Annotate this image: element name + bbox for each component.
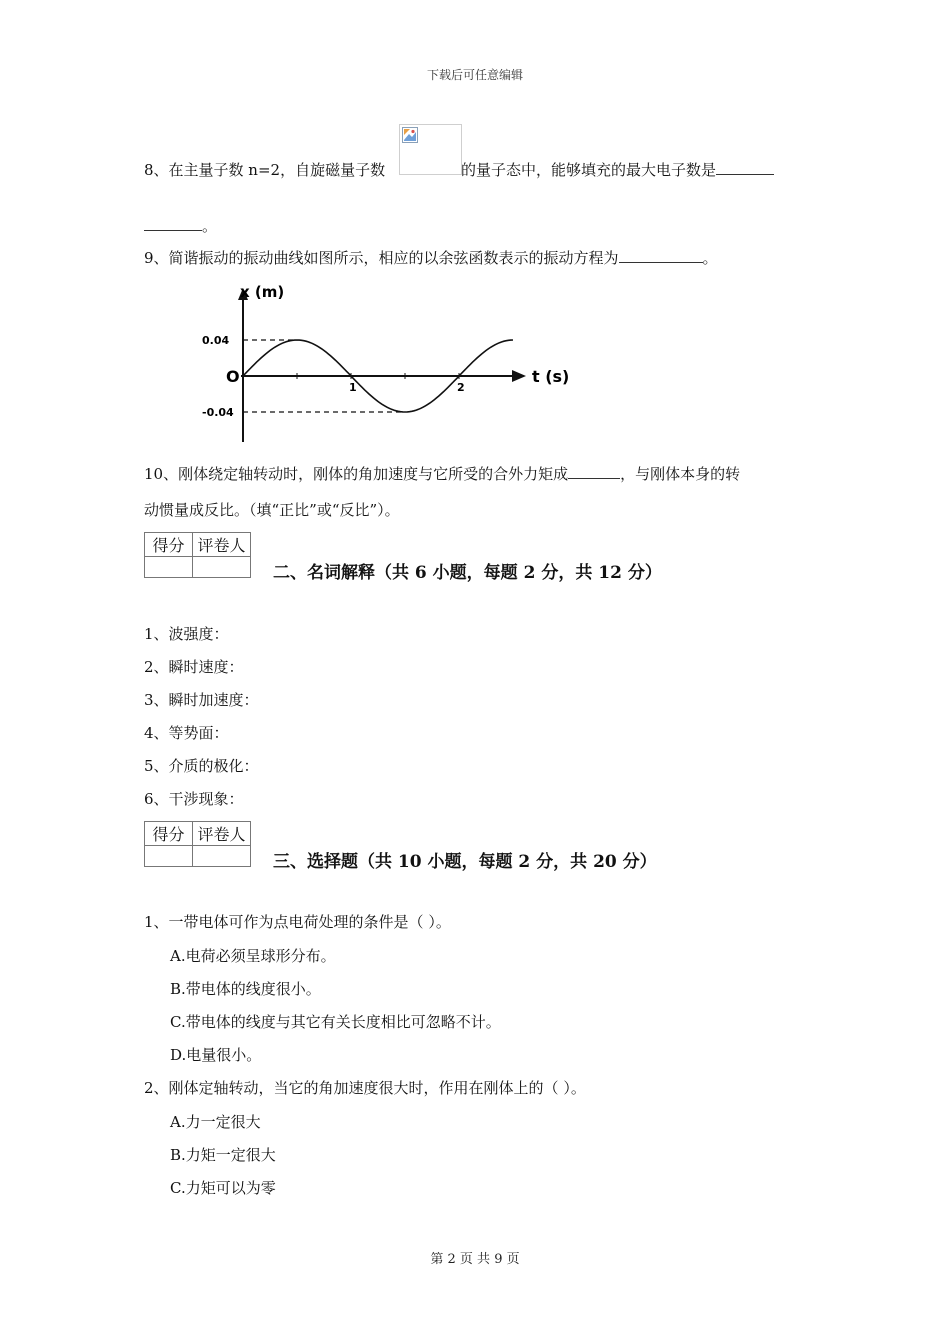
question-9: [144, 248, 718, 268]
choice-option[interactable]: D.电量很小。: [170, 1046, 262, 1064]
answer-blank[interactable]: [716, 160, 774, 175]
section-3-title: 三、选择题（共 10 小题，每题 2 分，共 20 分）: [273, 852, 657, 872]
term-item: 2、瞬时速度：: [144, 658, 244, 676]
grader-cell[interactable]: [193, 557, 251, 578]
image-placeholder-icon: [402, 127, 418, 143]
y-tick-label: 0.04: [202, 334, 230, 347]
question-8-line1-cont: [461, 160, 774, 180]
page-header: 下载后可任意编辑: [426, 68, 523, 82]
y-axis-label: x (m): [240, 283, 285, 301]
vibration-curve-chart: [196, 280, 596, 448]
question-8-text-c: 。: [202, 217, 218, 235]
answer-blank[interactable]: [144, 216, 202, 231]
question-9-text: 9、简谐振动的振动曲线如图所示，相应的以余弦函数表示的振动方程为: [144, 249, 619, 267]
choice-option[interactable]: B.带电体的线度很小。: [170, 980, 321, 998]
score-table: [144, 821, 251, 867]
x-axis-arrow: [512, 370, 526, 382]
section-2-title: 二、名词解释（共 6 小题，每题 2 分，共 12 分）: [273, 563, 662, 583]
question-9-end: 。: [702, 249, 718, 267]
score-cell[interactable]: [145, 557, 193, 578]
x-tick-label: 2: [457, 381, 465, 394]
question-10-text-a: 10、刚体绕定轴转动时，刚体的角加速度与它所受的合外力矩成: [144, 465, 569, 483]
page-footer: 第 2 页 共 9 页: [430, 1252, 520, 1267]
y-tick-label: -0.04: [202, 406, 234, 419]
choice-option[interactable]: B.力矩一定很大: [170, 1146, 276, 1164]
term-item: 6、干涉现象：: [144, 790, 244, 808]
question-10-line2: 动惯量成反比。（填“正比”或“反比”）。: [144, 501, 400, 519]
term-item: 1、波强度：: [144, 625, 229, 643]
choice-question-1-stem: 1、一带电体可作为点电荷处理的条件是（ ）。: [144, 913, 451, 931]
score-cell[interactable]: [145, 846, 193, 867]
x-axis-label: t (s): [532, 367, 570, 386]
term-item: 3、瞬时加速度：: [144, 691, 259, 709]
question-8-line1: [144, 160, 385, 180]
term-item: 4、等势面：: [144, 724, 229, 742]
choice-question-2-stem: 2、刚体定轴转动，当它的角加速度很大时，作用在刚体上的（ ）。: [144, 1079, 586, 1097]
x-tick-label: 1: [349, 381, 357, 394]
question-8-text-a: 8、在主量子数 n=2，自旋磁量子数: [144, 161, 386, 179]
score-table: [144, 532, 251, 578]
grader-header: 评卷人: [193, 533, 251, 557]
answer-blank[interactable]: [568, 464, 620, 479]
origin-label: O: [226, 367, 240, 386]
score-header: 得分: [145, 822, 193, 846]
score-header: 得分: [145, 533, 193, 557]
choice-option[interactable]: A.力一定很大: [170, 1113, 261, 1131]
question-10-text-b: ，与刚体本身的转: [620, 465, 741, 483]
question-10-line1: [144, 464, 740, 484]
grader-cell[interactable]: [193, 846, 251, 867]
question-8-text-b: 的量子态中，能够填充的最大电子数是: [461, 161, 717, 179]
answer-blank[interactable]: [619, 248, 703, 263]
choice-option[interactable]: C.力矩可以为零: [170, 1179, 276, 1197]
question-8-line2: [144, 216, 217, 236]
choice-option[interactable]: A.电荷必须呈球形分布。: [170, 947, 336, 965]
choice-option[interactable]: C.带电体的线度与其它有关长度相比可忽略不计。: [170, 1013, 501, 1031]
grader-header: 评卷人: [193, 822, 251, 846]
term-item: 5、介质的极化：: [144, 757, 259, 775]
broken-image-icon: [399, 124, 462, 175]
